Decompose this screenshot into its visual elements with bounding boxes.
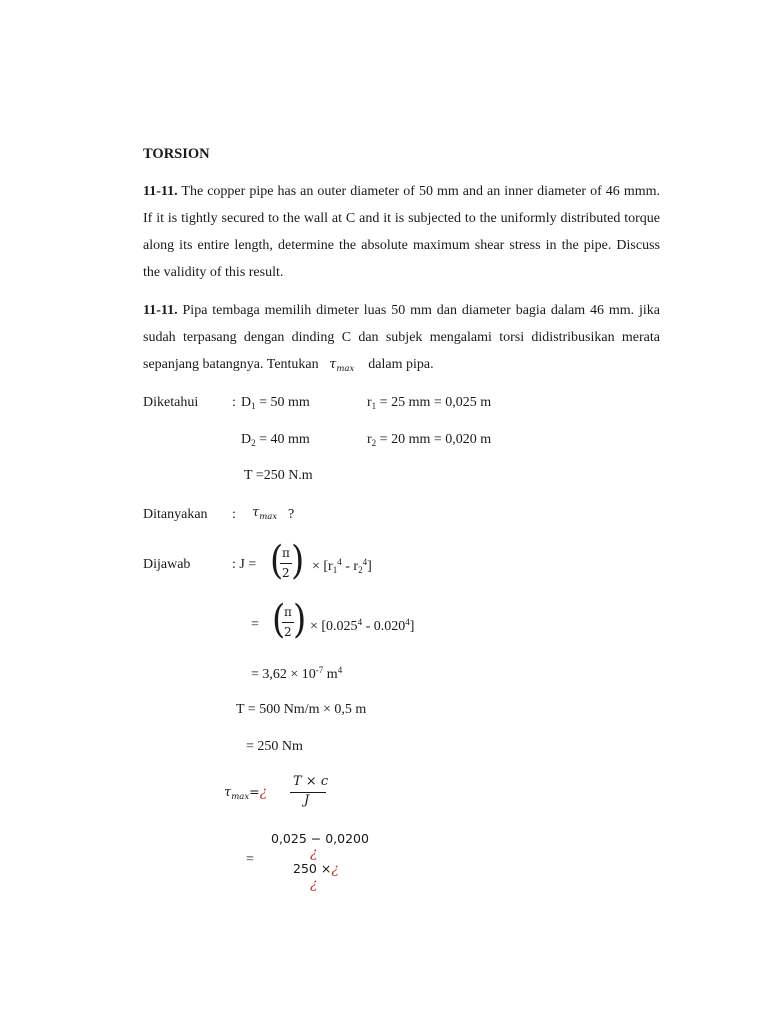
- given-r1: $r_1 = 25$ mm = 0,025 m: [367, 395, 492, 411]
- torque-result: = 250 Nm: [246, 739, 303, 754]
- asked-label: Ditanyakan: [143, 507, 208, 522]
- right-paren: ): [293, 597, 307, 643]
- problem-statement-en: [143, 178, 660, 286]
- final-denominator: 250 ×¿: [293, 861, 339, 877]
- given-d1: $D_1 = 50$ mm: [241, 395, 310, 411]
- answer-label: Dijawab: [143, 557, 191, 572]
- problem-number-en: 11-11.: [143, 184, 178, 199]
- answer-j-prefix: : J =: [232, 557, 257, 572]
- fraction-numerator: π: [282, 546, 290, 560]
- error-glyph: ¿: [259, 784, 268, 800]
- given-d2: $D_2 = 40$ mm: [241, 432, 310, 448]
- j-substitution-tail: × $[0.025^4 - 0.020^4]$: [310, 617, 415, 634]
- left-paren: (: [270, 538, 284, 584]
- error-glyph-denominator: ¿: [310, 876, 318, 892]
- error-glyph-den-inline: ¿: [331, 861, 339, 877]
- formula-denominator: J: [304, 793, 310, 808]
- line2-equals: =: [251, 617, 259, 632]
- left-paren: (: [272, 597, 286, 643]
- error-glyph-numerator: ¿: [310, 845, 318, 861]
- given-r2: $r_2 = 20$ mm = 0,020 m: [367, 432, 492, 448]
- asked-separator: :: [232, 507, 236, 522]
- fraction-denominator: 2: [284, 625, 292, 639]
- tau-subscript: max: [336, 364, 355, 374]
- torque-calculation: T = 500 Nm/m × 0,5 m: [236, 702, 367, 717]
- pi-over-two-fraction-2: [272, 597, 307, 643]
- fraction-denominator: 2: [282, 566, 290, 580]
- heading-torsion: TORSION: [143, 146, 210, 162]
- problem-number-id: 11-11.: [143, 303, 178, 318]
- problem-text-id-end: dalam pipa.: [368, 357, 434, 372]
- final-equals: =: [246, 852, 254, 867]
- problem-statement-id: [143, 297, 660, 383]
- pi-over-two-fraction-1: [270, 538, 305, 584]
- tau-formula-fraction: [290, 774, 328, 810]
- problem-text-id: Pipa tembaga memilih dimeter luas 50 mm dan diameter bagia dalam 46 mm. jika sudah terpasang dengan dinding C dan subjek mengalami torsi didistribusikan merata sepanjang batangnya. Tentukan: [143, 303, 661, 372]
- asked-question-mark: ?: [288, 507, 295, 522]
- given-torque: T =250 N.m: [244, 468, 313, 483]
- final-numerator: 0,025 − 0,0200: [271, 831, 369, 846]
- right-paren: ): [291, 538, 305, 584]
- fraction-numerator: π: [284, 605, 292, 619]
- problem-text-en: The copper pipe has an outer diameter of 50 mm and an inner diameter of 46 mmm. If it is tightly secured to the wall at C and it is subjected to the uniformly distributed torque along its entire length, determine the absolute maximum shear stress in the pipe. Discuss the validity of this result.: [143, 184, 661, 280]
- given-separator: :: [232, 395, 236, 410]
- j-formula-tail: × $[r_1^4 - r_2^4]$: [312, 557, 372, 575]
- j-result: = $3,62 \times 10^{-7}$ $m^4$: [251, 665, 343, 682]
- formula-numerator: T × c: [293, 774, 329, 789]
- given-label: Diketahui: [143, 395, 199, 410]
- asked-tau: $\tau_{max}$: [252, 505, 278, 522]
- tau-symbol: τ: [329, 357, 337, 372]
- tau-max-formula-lhs: $\tau_{max}=¿$: [224, 784, 268, 802]
